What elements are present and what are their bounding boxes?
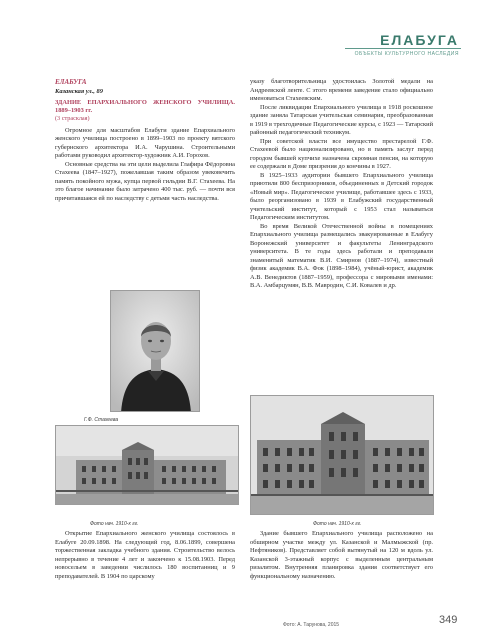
right-paragraph: Во время Великой Отечественной войны в помещениях Епархиального училища размещались эвакуированные в Елабугу Воронежский университет и факультеты Ленинградского университета. В те годы здесь работали и преподавали знаменитый математик В.И. Смирнов (1887–1974), известный физик академик В.А. Фок (1898–1984), учёный-юрист, академик А.В. Венедиктов (1887–1959), профессора с мировыми именами: В.А. Амбарцумян, В.В. Мавродин, С.И. Ковалев и др. — [250, 222, 433, 289]
photo-caption-right: Фото нач. 1910-х гг. — [313, 521, 362, 527]
photo-credit: Фото: А. Тарунова, 2015 — [283, 622, 340, 628]
header-title: ЕЛАБУГА — [380, 32, 459, 48]
bottom-left-paragraph: Открытие Епархиального женского училища состоялось в Елабуге 20.09.1898. На следующий год, 8.06.1899, совершена торжественная закладка учебного здания. Строительство велось непрерывно в течение 4 лет и закончено к 15.08.1903. Перед новосельем в заведении числилось 180 воспитанниц и 9 преподавателей. В 1904 по царскому — [55, 530, 235, 580]
building-image-right — [251, 396, 434, 515]
right-column — [250, 78, 433, 291]
right-paragraph: После ликвидации Епархиального училища в 1918 роскошное здание заняла Татарская учительская семинария, преобразованная в 1919 в трехгодичные Педагогические курсы, с 1923 — Татарский районный педагогический техникум. — [250, 103, 433, 136]
bottom-right-paragraph: Здание бывшего Епархиального училища расположено на обширном участке между ул. Казанской и Малмыжской (пр. Нефтяников). Представляет собой вытянутый на 120 м вдоль ул. Казанской 3-этажный корпус с выделенным центральным ризалитом. Внутренняя планировка здания соответствует его функциональному назначению. — [250, 530, 433, 580]
header-subtitle: ОБЪЕКТЫ КУЛЬТУРНОГО НАСЛЕДИЯ — [354, 51, 459, 57]
page-number: 349 — [439, 614, 458, 626]
building-photo-left — [55, 425, 239, 505]
building-photo-right — [250, 395, 434, 515]
left-column — [55, 78, 235, 203]
right-paragraph: указу благотворительница удостоилась Золотой медали на Андреевской ленте. С этого времени заведение стало официально именоваться Стахеевским. — [250, 78, 433, 102]
building-image-left — [56, 426, 239, 505]
header-rule — [345, 48, 461, 49]
entry-city: ЕЛАБУГА — [55, 78, 87, 86]
entry-title: ЗДАНИЕ ЕПАРХИАЛЬНОГО ЖЕНСКОГО УЧИЛИЩА. 1889–1903 гг. — [55, 99, 235, 114]
right-paragraph: В 1925–1933 аудитории бывшего Епархиального училища приютили 800 беспризорников, объединенных в Детский городок «Новый мир». Педагогическое училище, работавшее здесь с 1933, было реорганизовано в 1939 в Елабужский государственный учительский институт, который с 1953 стал называться Педагогическим институтом. — [250, 171, 433, 221]
left-paragraph: Огромное для масштабов Елабуги здание Епархиального женского училища построено в 1899–1903 по проекту вятского губернского архитектора И.А. Чарушина. Строительными работами руководил архитектор-художник А.И. Горохов. — [55, 126, 235, 159]
page-header — [0, 0, 487, 60]
bottom-right-column — [250, 530, 433, 581]
portrait-image — [111, 291, 200, 412]
bottom-left-column — [55, 530, 235, 581]
left-paragraph: Основные средства на эти цели выделила Глафира Фёдоровна Стахеева (1847–1927), пожелавшая таким образом увековечить память покойного мужа, купца первой гильдии В.Г. Стахеева. На это благое начинание было затрачено 400 тыс. руб. — почти вся причитавшаяся ей по наследству с детьми часть наследства. — [55, 160, 235, 202]
right-paragraph: При советской власти все имущество престарелой Г.Ф. Стахеевой было национализировано, но в память заслуг перед городом бывшей купчихе назначена скромная пенсия, на которую ее содержали в Доме призрения до кончины в 1927. — [250, 137, 433, 170]
entry-address: Казанская ул., 89 — [55, 87, 103, 95]
entry-rank: (3 страсклая) — [55, 115, 90, 122]
portrait-caption: Г.Ф. Стахеева — [84, 417, 119, 423]
photo-caption-left: Фото нач. 1910-х гг. — [90, 521, 139, 527]
portrait-photo — [110, 290, 200, 412]
